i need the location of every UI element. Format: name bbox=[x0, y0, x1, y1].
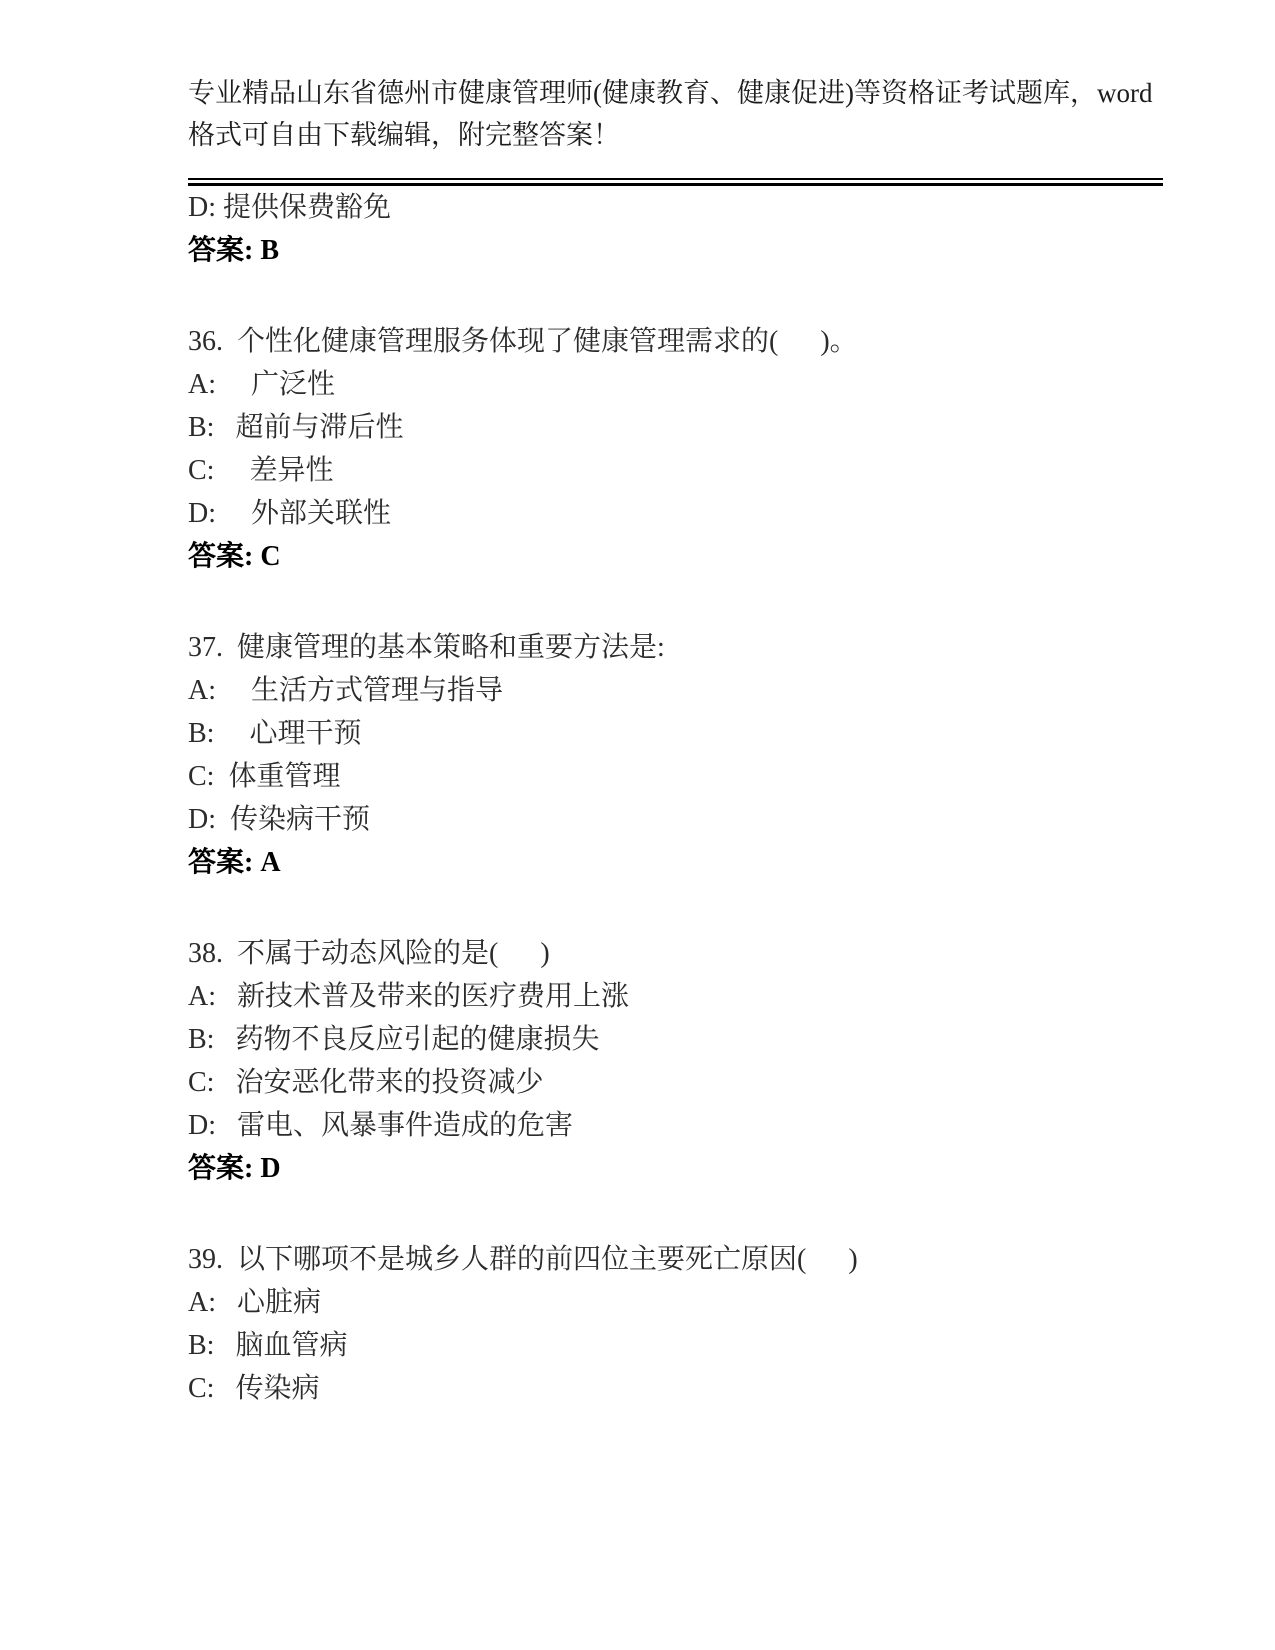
header-divider-rule bbox=[188, 178, 1163, 186]
question-35-tail bbox=[188, 186, 1163, 272]
question-38-option-a: A: 新技术普及带来的医疗费用上涨 bbox=[188, 981, 630, 1012]
question-39 bbox=[188, 1238, 1163, 1410]
question-37-title: 37. 健康管理的基本策略和重要方法是: bbox=[188, 632, 665, 663]
question-38-option-d: D: 雷电、风暴事件造成的危害 bbox=[188, 1110, 574, 1141]
question-35-answer: 答案: B bbox=[188, 235, 280, 266]
question-36-option-a: A: 广泛性 bbox=[188, 369, 336, 400]
question-39-option-a: A: 心脏病 bbox=[188, 1287, 322, 1318]
question-36-answer: 答案: C bbox=[188, 541, 281, 572]
question-36-option-d: D: 外部关联性 bbox=[188, 498, 392, 529]
question-39-option-c: C: 传染病 bbox=[188, 1373, 320, 1404]
question-37-option-d: D: 传染病干预 bbox=[188, 804, 371, 835]
question-35-option-d: D: 提供保费豁免 bbox=[188, 192, 392, 223]
question-36 bbox=[188, 320, 1163, 578]
question-37 bbox=[188, 626, 1163, 884]
page-header bbox=[188, 72, 1163, 186]
question-38 bbox=[188, 932, 1163, 1190]
question-39-title: 39. 以下哪项不是城乡人群的前四位主要死亡原因( ) bbox=[188, 1244, 858, 1275]
question-37-option-b: B: 心理干预 bbox=[188, 718, 362, 749]
question-36-option-b: B: 超前与滞后性 bbox=[188, 412, 404, 443]
question-38-option-c: C: 治安恶化带来的投资减少 bbox=[188, 1067, 544, 1098]
question-39-option-b: B: 脑血管病 bbox=[188, 1330, 348, 1361]
question-38-answer: 答案: D bbox=[188, 1153, 281, 1184]
question-38-option-b: B: 药物不良反应引起的健康损失 bbox=[188, 1024, 600, 1055]
header-line-2: 格式可自由下载编辑，附完整答案！ bbox=[188, 120, 620, 150]
document-body bbox=[188, 186, 1163, 1410]
question-36-title: 36. 个性化健康管理服务体现了健康管理需求的( )。 bbox=[188, 326, 858, 357]
question-37-answer: 答案: A bbox=[188, 847, 281, 878]
question-36-option-c: C: 差异性 bbox=[188, 455, 334, 486]
question-38-title: 38. 不属于动态风险的是( ) bbox=[188, 938, 550, 969]
question-37-option-c: C: 体重管理 bbox=[188, 761, 341, 792]
header-line-1: 专业精品山东省德州市健康管理师(健康教育、健康促进)等资格证考试题库，word bbox=[188, 78, 1153, 108]
question-37-option-a: A: 生活方式管理与指导 bbox=[188, 675, 504, 706]
